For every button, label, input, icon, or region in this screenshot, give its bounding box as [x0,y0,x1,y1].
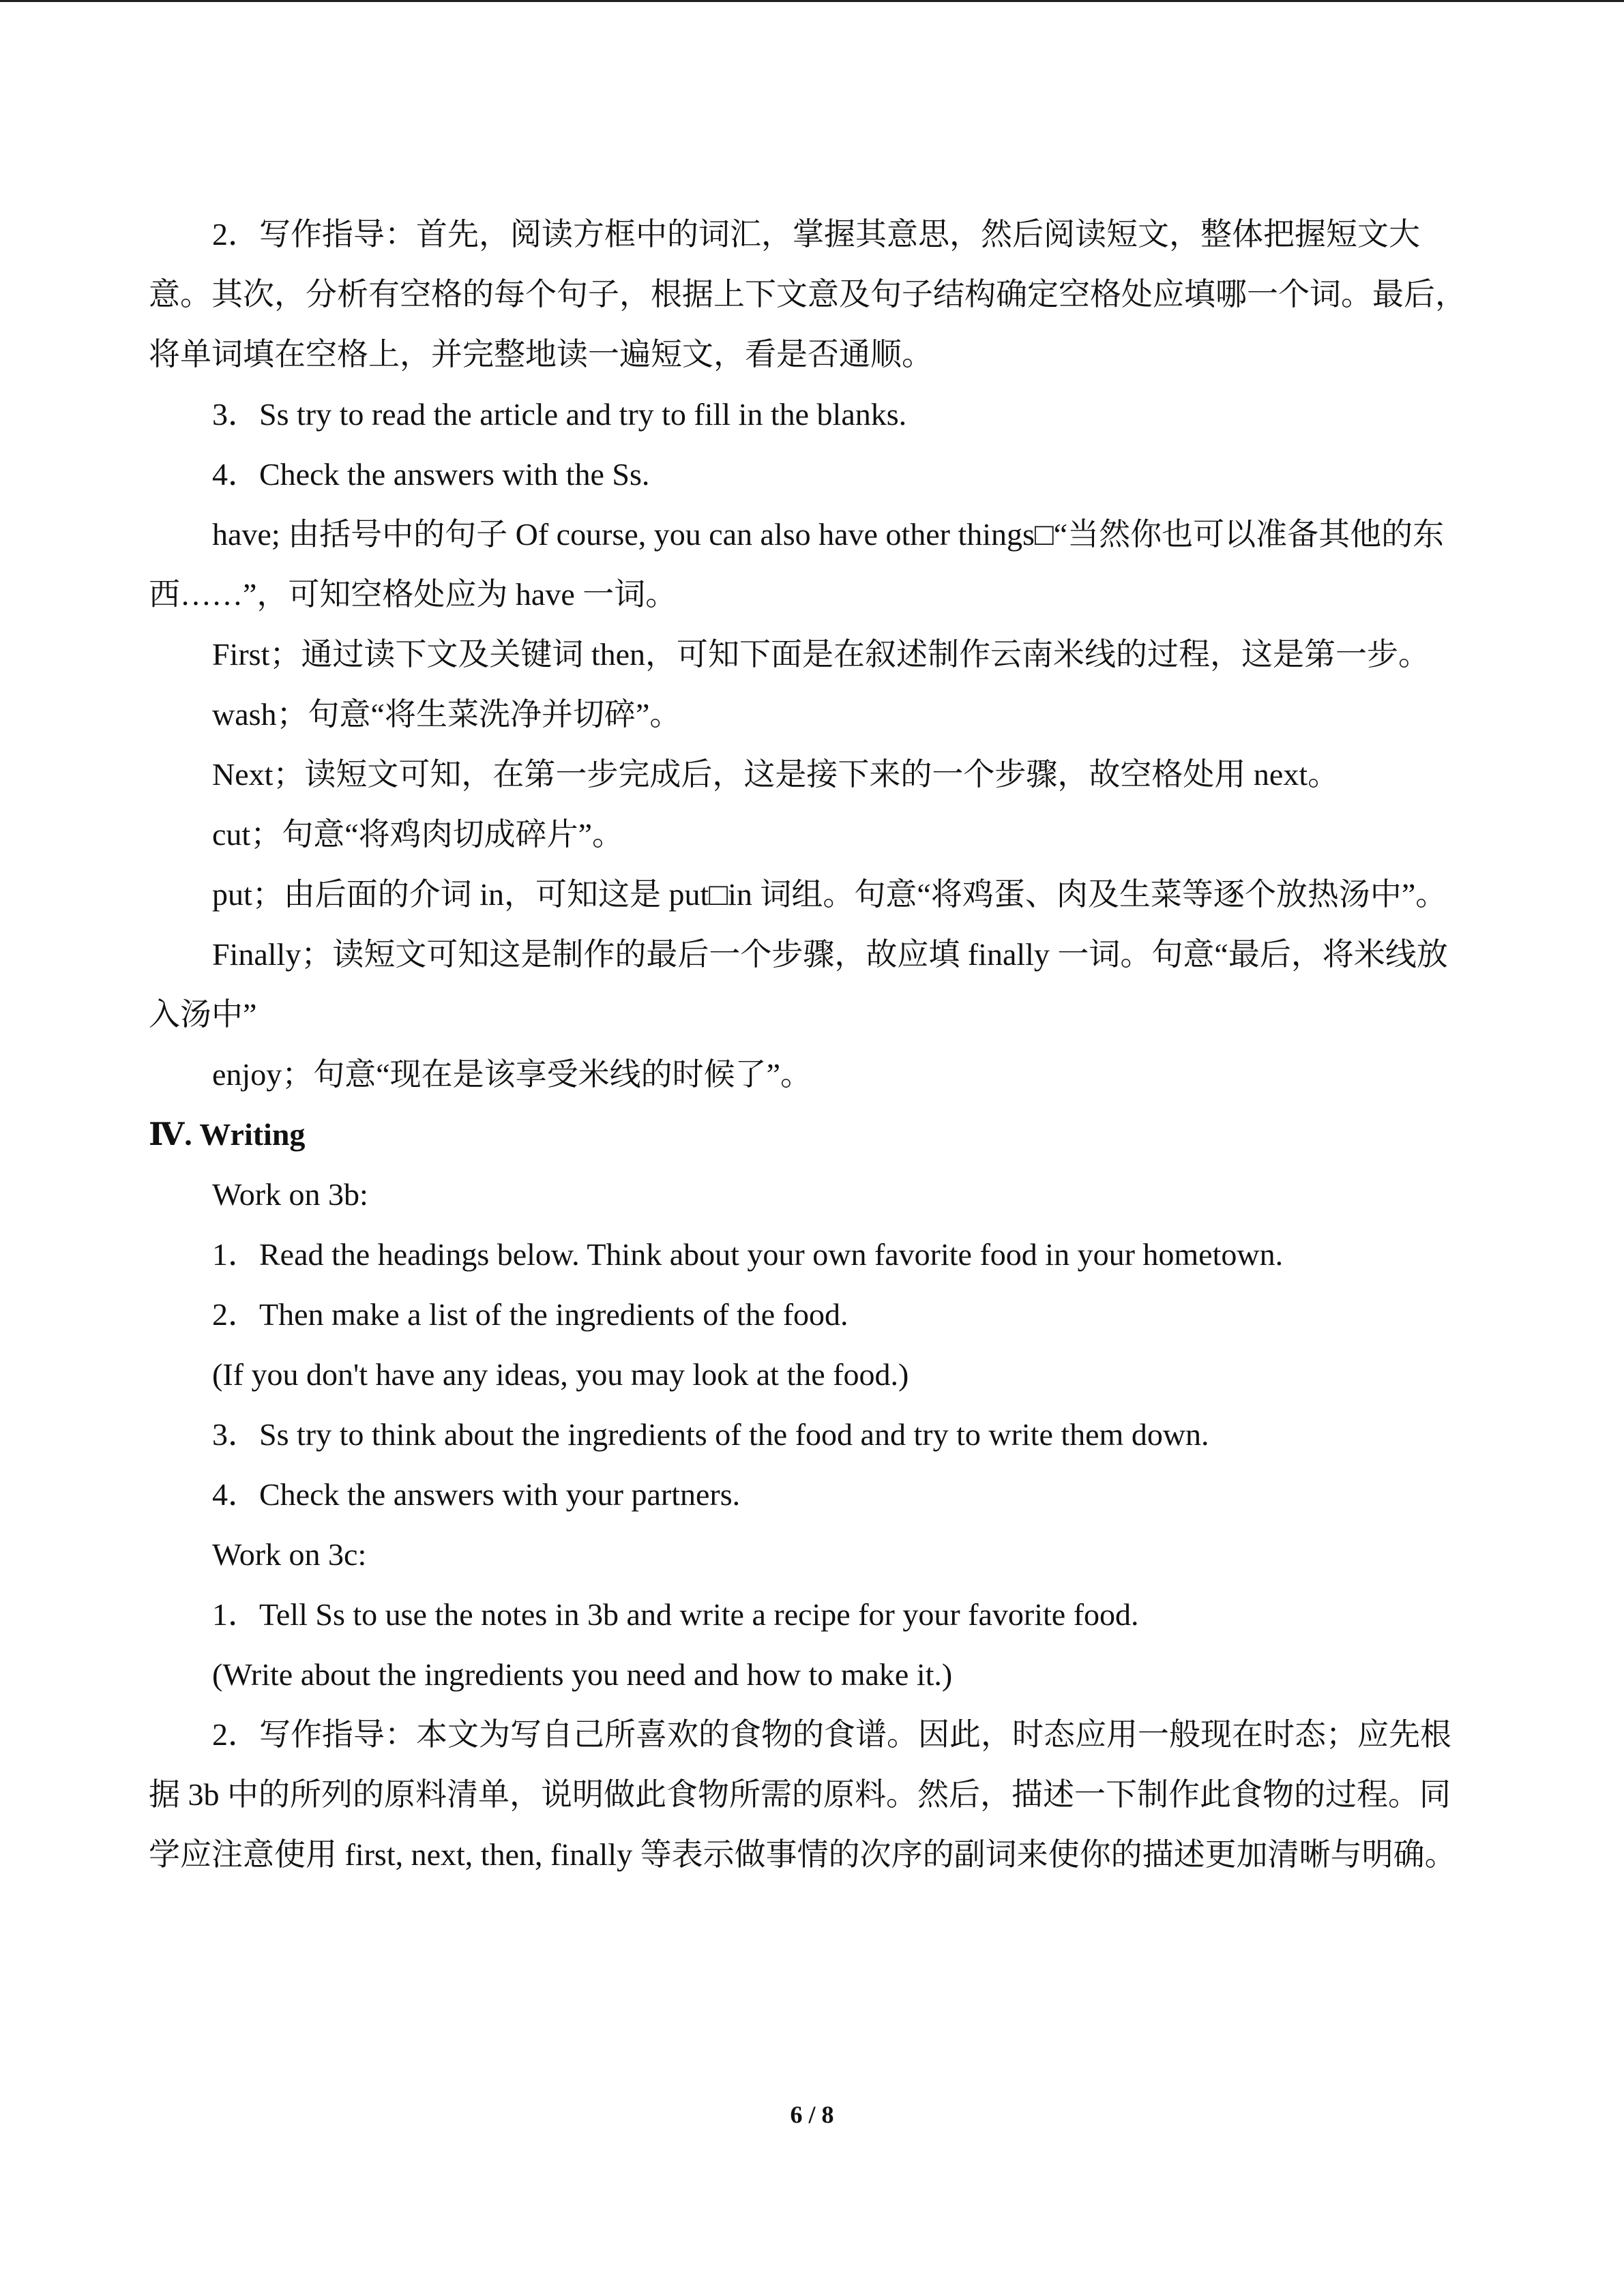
document-body [149,205,1479,1885]
paragraph-step-3: 3．Ss try to read the article and try to fill in the blanks. [212,397,907,432]
answer-cut: cut；句意“将鸡肉切成碎片”。 [212,817,624,852]
top-border-line [0,0,1624,2]
answer-finally: Finally；读短文可知这是制作的最后一个步骤，故应填 finally 一词。句意“最后，将米线放入汤中” [149,937,1448,1032]
writing-3c-note: (Write about the ingredients you need and how to make it.) [212,1657,953,1692]
answer-put: put；由后面的介词 in，可知这是 put□in 词组。句意“将鸡蛋、肉及生菜等逐个放热汤中”。 [212,877,1447,912]
writing-step-3: 3．Ss try to think about the ingredients of the food and try to write them down. [212,1417,1209,1452]
answer-next: Next；读短文可知，在第一步完成后，这是接下来的一个步骤，故空格处用 next。 [212,757,1340,792]
answer-enjoy: enjoy；句意“现在是该享受米线的时候了”。 [212,1057,812,1092]
answer-wash: wash；句意“将生菜洗净并切碎”。 [212,697,681,732]
writing-note: (If you don't have any ideas, you may look at the food.) [212,1357,909,1392]
writing-3c-guide: 2．写作指导：本文为写自己所喜欢的食物的食谱。因此，时态应用一般现在时态；应先根据 3b 中的所列的原料清单，说明做此食物所需的原料。然后，描述一下制作此食物的过程。同学应注意使用 first, next, then, finally 等表示做事情的次序的副词来使你的描述更加清晰与明确。 [149,1717,1456,1872]
paragraph-writing-guide: 2．写作指导：首先，阅读方框中的词汇，掌握其意思，然后阅读短文，整体把握短文大意。其次，分析有空格的每个句子，根据上下文意及句子结构确定空格处应填哪一个词。最后，将单词填在空格上，并完整地读一遍短文，看是否通顺。 [149,217,1466,372]
answer-have: have; 由括号中的句子 Of course, you can also have other things□“当然你也可以准备其他的东西……”，可知空格处应为 have 一词。 [149,517,1445,612]
writing-step-2: 2．Then make a list of the ingredients of the food. [212,1297,848,1332]
work-on-3b-label: Work on 3b: [212,1177,368,1212]
writing-step-1: 1．Read the headings below. Think about your own favorite food in your hometown. [212,1237,1284,1272]
work-on-3c-label: Work on 3c: [212,1537,367,1572]
section-heading-writing: Ⅳ. Writing [149,1117,306,1152]
writing-step-4: 4．Check the answers with your partners. [212,1477,741,1512]
answer-first: First；通过读下文及关键词 then，可知下面是在叙述制作云南米线的过程，这是第一步。 [212,637,1430,672]
paragraph-step-4: 4．Check the answers with the Ss. [212,457,650,492]
page-number: 6 / 8 [790,2101,834,2128]
writing-3c-step-1: 1．Tell Ss to use the notes in 3b and write a recipe for your favorite food. [212,1597,1139,1632]
